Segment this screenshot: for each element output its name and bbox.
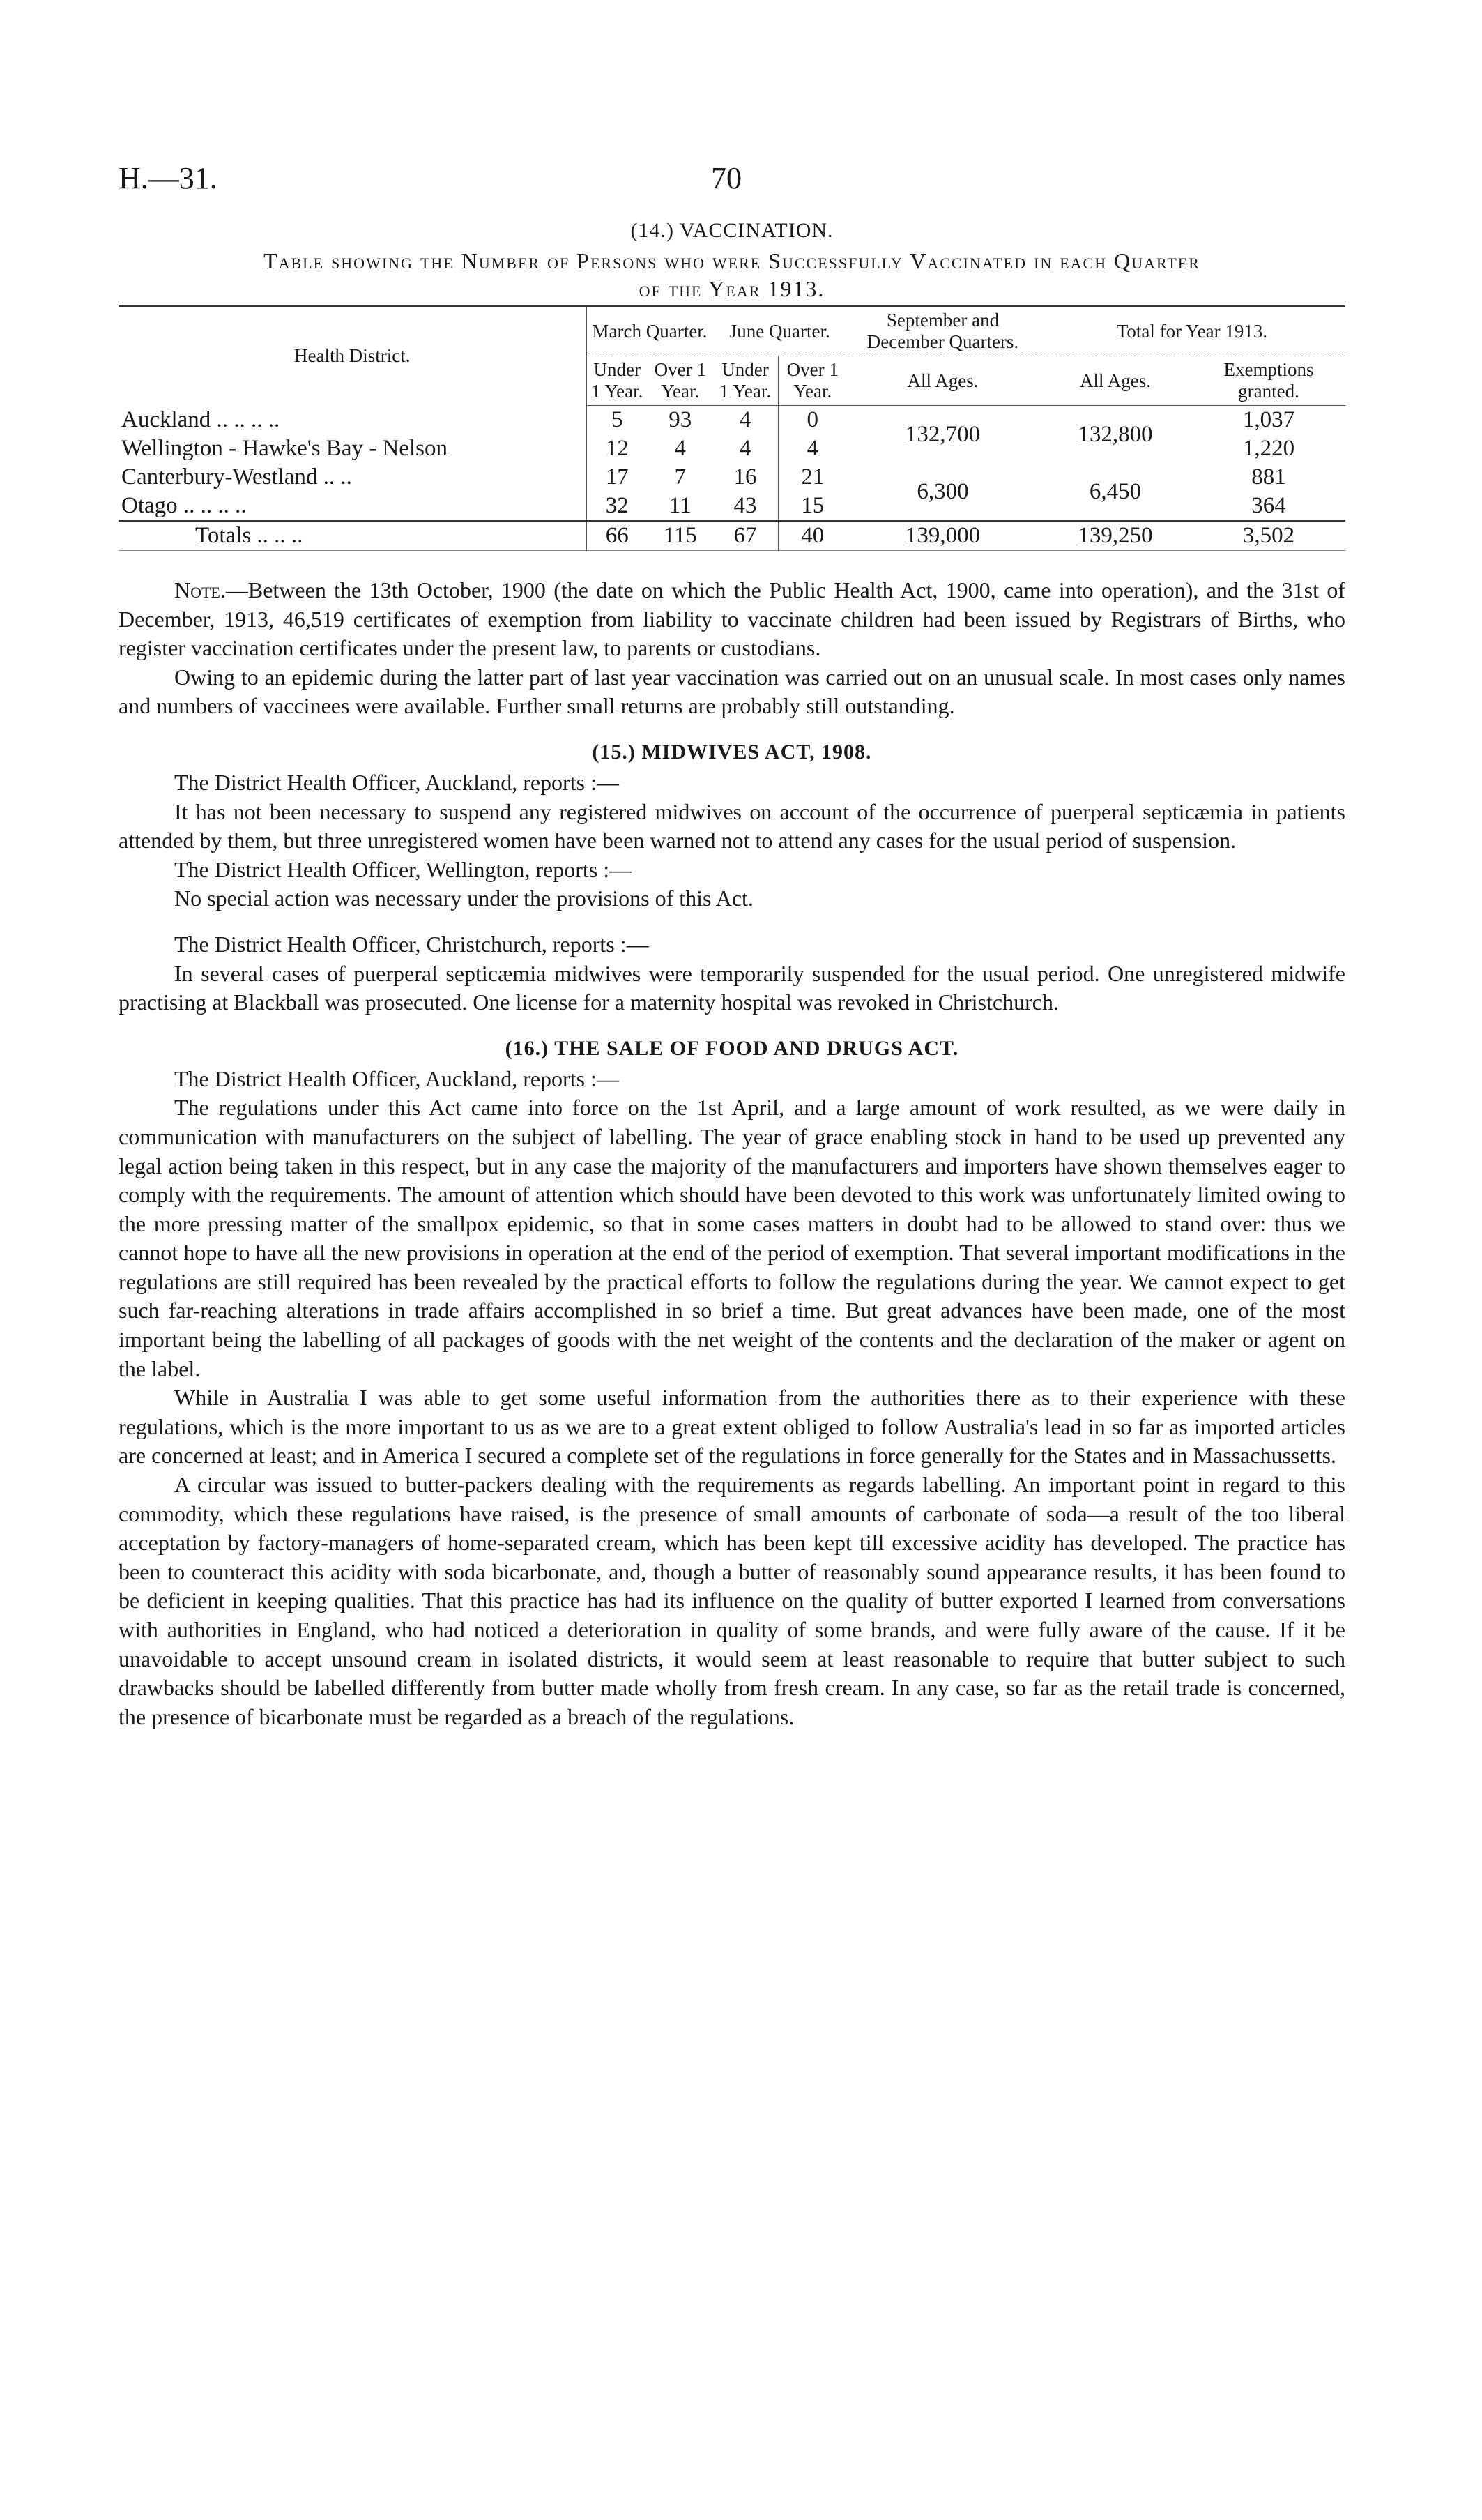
june-under-header: Under 1 Year. bbox=[713, 356, 779, 406]
health-district-header: Health District. bbox=[119, 306, 586, 406]
wellington-midwives-paragraph: No special action was necessary under the provisions of this Act. bbox=[174, 886, 754, 911]
june-over-cell: 4 bbox=[778, 434, 847, 463]
food-drugs-heading: (16.) THE SALE OF FOOD AND DRUGS ACT. bbox=[505, 1036, 959, 1060]
christchurch-report-intro: The District Health Officer, Christchurch, reports :— bbox=[174, 931, 649, 957]
june-over-cell: 15 bbox=[778, 492, 847, 521]
june-over-header: Over 1 Year. bbox=[778, 356, 847, 406]
food-drugs-paragraph-3: A circular was issued to butter-packers dealing with the requirements as regards labelling. An important point in regard to this commodity, which these regulations have raised, is the presence of small amounts of carbonate of soda—a result of the too liberal acceptation by factory-managers of home-separated cream, which has been kept till excessive acidity has developed. The practice has been to counteract this acidity with soda bicarbonate, and, though a butter of reasonably sound appearance results, it has been found to be deficient in keeping qualities. That this practice has had its influence on the quality of butter exported I learned from conversations with authorities in England, who had noticed a deterioration in quality of some brands, and were fully aware of the cause. If it be unavoidable to accept unsound cream in isolated districts, it would seem at least reasonable to require that butter subject to such drawbacks should be labelled differently from butter made wholly from fresh cream. In any case, so far as the retail trade is concerned, the presence of bicarbonate must be regarded as a breach of the regulations. bbox=[119, 1472, 1345, 1729]
march-under-cell: 17 bbox=[586, 463, 648, 492]
vaccination-note bbox=[119, 576, 1345, 663]
vaccination-paragraph: Owing to an epidemic during the latter part of last year vaccination was carried out on an unusual scale. In most cases only names and numbers of vaccinees were available. Further small returns are probably still outstanding. bbox=[119, 664, 1345, 719]
note-text: —Between the 13th October, 1900 (the date on which the Public Health Act, 1900, came into operation), and the 31st of December, 1913, 46,519 certificates of exemption from liability to vaccinate children had been issued by Registrars of Births, who register vaccination certificates under the present law, to parents or custodians. bbox=[119, 577, 1345, 661]
table-bottom-rule bbox=[119, 551, 1345, 564]
march-quarter-header: March Quarter. bbox=[586, 306, 713, 356]
march-over-cell: 4 bbox=[674, 436, 686, 461]
sept-dec-north-cell: 132,700 bbox=[905, 421, 981, 447]
total-south-cell: 6,450 bbox=[1089, 478, 1142, 504]
document-code: H.—31. bbox=[119, 161, 217, 195]
page bbox=[119, 160, 1345, 1731]
table-title-line2: of the Year 1913. bbox=[639, 276, 825, 301]
march-over-cell: 11 bbox=[669, 493, 692, 518]
june-quarter-header: June Quarter. bbox=[713, 306, 848, 356]
total-exemptions: 3,502 bbox=[1192, 521, 1345, 551]
march-under-header: Under 1 Year. bbox=[586, 356, 648, 406]
sept-dec-south-cell: 6,300 bbox=[917, 478, 969, 504]
sept-dec-header: September and December Quarters. bbox=[847, 306, 1039, 356]
june-over-cell: 0 bbox=[778, 406, 847, 435]
food-drugs-paragraph-1: The regulations under this Act came into force on the 1st April, and a large amount of work resulted, as we were daily in communication with manufacturers on the subject of labelling. The year of grace enabling stock in hand to be used up prevented any legal action being taken in this respect, but in any case the majority of the manufacturers and importers have shown themselves eager to comply with the requirements. The amount of attention which should have been devoted to this work was unfortunately limited owing to the more pressing matter of the smallpox epidemic, so that in some cases matters in doubt had to be allowed to stand over: thus we cannot hope to have all the new provisions in operation at the end of the period of exemption. That several important modifications in the regulations are still required has been revealed by the practical efforts to follow the regulations during the year. We cannot expect to get such far-reaching alterations in trade affairs accomplished in so brief a time. But great advances have been made, one of the most important being the labelling of all packages of goods with the net weight of the contents and the declaration of the maker or agent on the label. bbox=[119, 1095, 1345, 1381]
table-row bbox=[119, 463, 1345, 492]
page-number: 70 bbox=[711, 161, 742, 195]
june-under-cell: 4 bbox=[739, 407, 751, 432]
auckland-midwives-paragraph: It has not been necessary to suspend any registered midwives on account of the occurrence of puerperal septicæmia in patients attended by them, but three unregistered women have been warned not to attend any cases for the usual period of suspension. bbox=[119, 798, 1345, 853]
march-under-cell: 32 bbox=[586, 492, 648, 521]
june-over-cell: 21 bbox=[778, 463, 847, 492]
june-under-cell: 43 bbox=[733, 493, 757, 518]
district-name: Otago .. .. .. .. bbox=[121, 493, 247, 518]
totals-label: Totals .. .. .. bbox=[119, 521, 586, 551]
exemptions-cell: 1,220 bbox=[1242, 436, 1295, 461]
total-all-ages-header: All Ages. bbox=[1039, 356, 1192, 406]
total-june-over: 40 bbox=[778, 521, 847, 551]
total-june-under: 67 bbox=[713, 521, 779, 551]
food-drugs-report-intro: The District Health Officer, Auckland, reports :— bbox=[174, 1065, 619, 1091]
table-row bbox=[119, 406, 1345, 435]
total-sept-dec: 139,000 bbox=[847, 521, 1039, 551]
total-march-under: 66 bbox=[586, 521, 648, 551]
food-drugs-paragraph-2: While in Australia I was able to get some useful information from the authorities there as to their experience with these regulations, which is the more important to us as we are to a great extent obliged to follow Australia's lead in so far as imported articles are concerned at least; and in America I secured a complete set of the regulations in force generally for the States and in Massachussetts. bbox=[119, 1385, 1345, 1468]
table-title-line1: Table showing the Number of Persons who were Successfully Vaccinated in each Quarter bbox=[263, 248, 1200, 273]
wellington-report-intro: The District Health Officer, Wellington, reports :— bbox=[174, 856, 632, 882]
table-header-row-1 bbox=[119, 306, 1345, 356]
march-over-cell: 7 bbox=[674, 464, 686, 489]
june-under-cell: 16 bbox=[733, 464, 757, 489]
vaccination-table bbox=[119, 305, 1345, 563]
vaccination-heading: (14.) VACCINATION. bbox=[630, 219, 834, 242]
total-year-header: Total for Year 1913. bbox=[1039, 306, 1345, 356]
march-under-cell: 5 bbox=[586, 406, 648, 435]
total-year: 139,250 bbox=[1039, 521, 1192, 551]
total-north-cell: 132,800 bbox=[1078, 421, 1153, 447]
march-over-header: Over 1 Year. bbox=[648, 356, 713, 406]
auckland-report-intro: The District Health Officer, Auckland, reports :— bbox=[174, 769, 619, 795]
totals-row bbox=[119, 521, 1345, 551]
june-under-cell: 4 bbox=[739, 436, 751, 461]
district-name: Canterbury-Westland .. .. bbox=[121, 464, 352, 489]
exemptions-header: Exemptions granted. bbox=[1192, 356, 1345, 406]
note-label: Note. bbox=[174, 577, 226, 602]
running-head bbox=[119, 160, 1345, 209]
march-over-cell: 93 bbox=[669, 407, 692, 432]
christchurch-midwives-paragraph: In several cases of puerperal septicæmia midwives were temporarily suspended for the usual period. One unregistered midwife practising at Blackball was prosecuted. One license for a maternity hospital was revoked in Christchurch. bbox=[119, 960, 1345, 1015]
district-name: Wellington - Hawke's Bay - Nelson bbox=[121, 436, 448, 461]
exemptions-cell: 364 bbox=[1251, 493, 1286, 518]
exemptions-cell: 881 bbox=[1251, 464, 1286, 489]
march-under-cell: 12 bbox=[586, 434, 648, 463]
exemptions-cell: 1,037 bbox=[1242, 407, 1295, 432]
midwives-heading: (15.) MIDWIVES ACT, 1908. bbox=[592, 740, 872, 764]
total-march-over: 115 bbox=[648, 521, 713, 551]
sept-dec-all-ages-header: All Ages. bbox=[847, 356, 1039, 406]
district-name: Auckland .. .. .. .. bbox=[121, 407, 280, 432]
